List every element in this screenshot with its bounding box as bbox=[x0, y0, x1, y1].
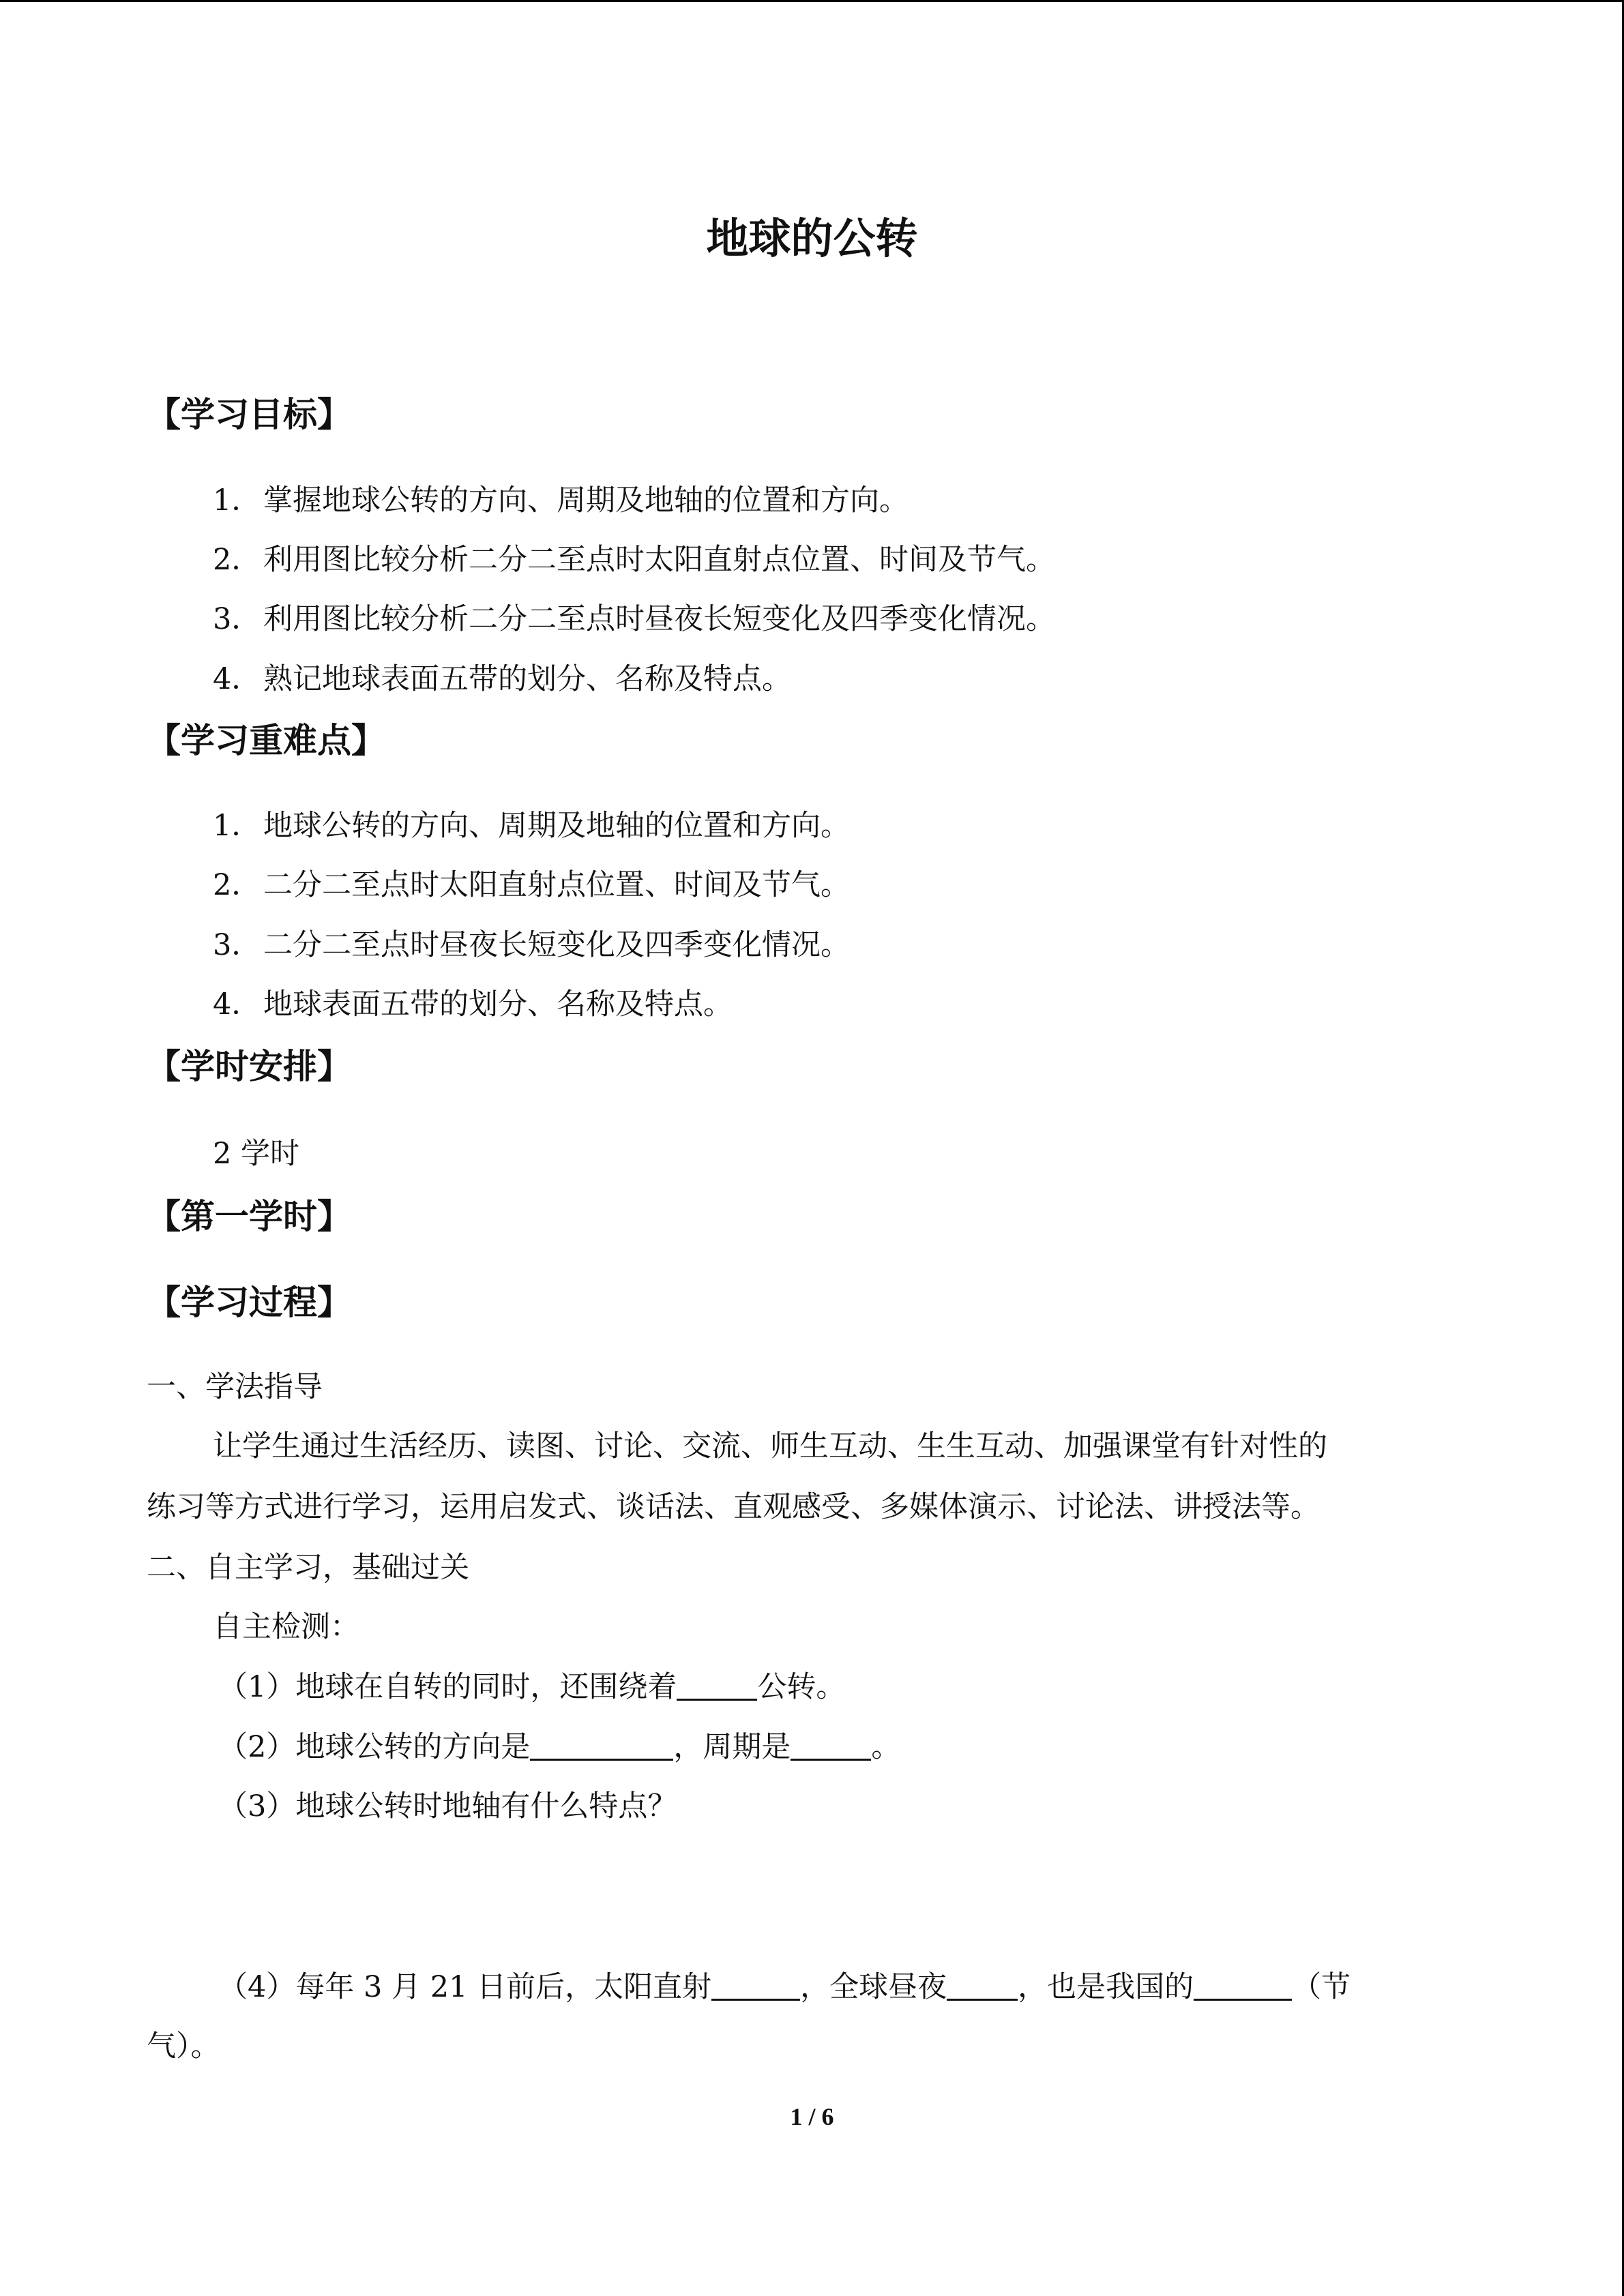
heading-key-points: 【学习重难点】 bbox=[147, 721, 385, 760]
answer-blank[interactable] bbox=[530, 1731, 673, 1761]
part2-title: 二、自主学习，基础过关 bbox=[147, 1551, 469, 1585]
key-point-item: 2．二分二至点时太阳直射点位置、时间及节气。 bbox=[213, 868, 850, 902]
answer-blank[interactable] bbox=[711, 1971, 800, 2001]
answer-blank[interactable] bbox=[677, 1671, 757, 1701]
answer-blank[interactable] bbox=[1194, 1971, 1292, 2001]
key-point-item: 3．二分二至点时昼夜长短变化及四季变化情况。 bbox=[213, 928, 850, 962]
goal-item: 2．利用图比较分析二分二至点时太阳直射点位置、时间及节气。 bbox=[213, 543, 1055, 577]
key-point-item: 1．地球公转的方向、周期及地轴的位置和方向。 bbox=[213, 809, 850, 843]
goal-item: 1．掌握地球公转的方向、周期及地轴的位置和方向。 bbox=[213, 483, 909, 518]
question-1: （1）地球在自转的同时，还围绕着 公转。 bbox=[218, 1670, 846, 1704]
answer-blank[interactable] bbox=[947, 1971, 1018, 2001]
heading-schedule: 【学时安排】 bbox=[147, 1047, 351, 1086]
heading-learning-process: 【学习过程】 bbox=[147, 1283, 351, 1322]
question-4: （4）每年 3 月 21 日前后，太阳直射 ，全球昼夜 ，也是我国的 （节 bbox=[218, 1970, 1351, 2004]
heading-learning-goals: 【学习目标】 bbox=[147, 395, 351, 434]
goal-item: 3．利用图比较分析二分二至点时昼夜长短变化及四季变化情况。 bbox=[213, 602, 1055, 636]
schedule-text: 2 学时 bbox=[213, 1137, 300, 1171]
part1-title: 一、学法指导 bbox=[147, 1370, 323, 1404]
page-number: 1 / 6 bbox=[790, 2103, 834, 2130]
part1-paragraph-line: 让学生通过生活经历、读图、讨论、交流、师生互动、生生互动、加强课堂有针对性的 bbox=[213, 1429, 1327, 1463]
question-3: （3）地球公转时地轴有什么特点？ bbox=[218, 1789, 677, 1823]
self-check-label: 自主检测： bbox=[213, 1610, 359, 1644]
question-4-continuation: 气）。 bbox=[147, 2029, 220, 2063]
page-border-top bbox=[0, 0, 1624, 2]
document-title: 地球的公转 bbox=[706, 213, 918, 263]
part1-paragraph-line: 练习等方式进行学习，运用启发式、谈话法、直观感受、多媒体演示、讨论法、讲授法等。 bbox=[147, 1490, 1320, 1524]
goal-item: 4．熟记地球表面五带的划分、名称及特点。 bbox=[213, 662, 791, 696]
key-point-item: 4．地球表面五带的划分、名称及特点。 bbox=[213, 987, 733, 1022]
answer-blank[interactable] bbox=[791, 1731, 871, 1761]
question-2: （2）地球公转的方向是 ，周期是 。 bbox=[218, 1730, 901, 1764]
heading-first-period: 【第一学时】 bbox=[147, 1197, 351, 1236]
